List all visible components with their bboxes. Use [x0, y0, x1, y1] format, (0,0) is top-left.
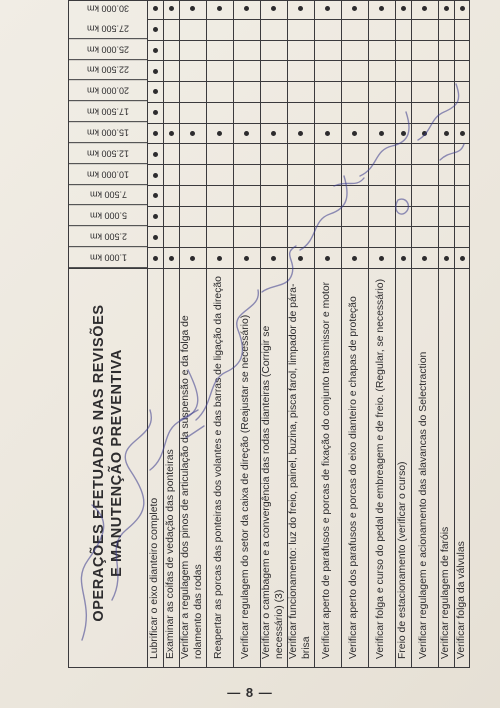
mark-cell [288, 185, 314, 206]
mileage-header-cell: 30.000 km [86, 3, 130, 14]
mark-cell [439, 226, 454, 247]
service-dot [422, 131, 427, 136]
mark-cell [234, 247, 260, 268]
mark-cell [148, 123, 163, 144]
mark-cell [342, 143, 368, 164]
mark-cell [439, 185, 454, 206]
mark-cell [455, 102, 471, 123]
service-dot [169, 131, 174, 136]
mark-cell [315, 102, 341, 123]
service-dot [460, 6, 465, 11]
service-dot [169, 6, 174, 11]
mark-cell [234, 40, 260, 61]
operation-label: Verificar folga e curso do pedal de embreagem e de freio. (Regular, se necessário) [375, 278, 387, 659]
mark-cell [234, 143, 260, 164]
mark-cell [396, 102, 411, 123]
mark-cell [315, 164, 341, 185]
operation-marks [396, 0, 411, 269]
mark-cell [412, 0, 438, 19]
service-dot [153, 48, 158, 53]
mileage-header-cell: 25.000 km [69, 39, 147, 60]
mark-cell [439, 40, 454, 61]
mark-cell [288, 81, 314, 102]
mark-cell [342, 247, 368, 268]
mark-cell [261, 226, 287, 247]
operation-marks [207, 0, 233, 269]
mark-cell [180, 102, 206, 123]
mark-cell [439, 123, 454, 144]
mark-cell [455, 81, 471, 102]
mark-cell [180, 40, 206, 61]
mark-cell [342, 226, 368, 247]
mark-cell [234, 81, 260, 102]
mark-cell [261, 247, 287, 268]
service-dot [153, 131, 158, 136]
mark-cell [234, 123, 260, 144]
mark-cell [207, 40, 233, 61]
mark-cell [164, 164, 179, 185]
mark-cell [180, 226, 206, 247]
service-dot [271, 131, 276, 136]
mark-cell [180, 185, 206, 206]
mark-cell [369, 143, 395, 164]
mileage-header-cell: 17.500 km [69, 101, 147, 122]
mark-cell [439, 60, 454, 81]
mark-cell [315, 19, 341, 40]
mark-cell [412, 185, 438, 206]
service-dot [217, 256, 222, 261]
mark-cell [455, 247, 471, 268]
table-row [396, 0, 412, 667]
mark-cell [148, 60, 163, 81]
mark-cell [396, 19, 411, 40]
operation-marks [148, 0, 163, 269]
mark-cell [455, 226, 471, 247]
operation-label: Reapertar as porcas das ponteiras dos volantes e das barras de ligação da direção [213, 276, 225, 659]
mark-cell [164, 81, 179, 102]
operation-marks [288, 0, 314, 269]
table-row [455, 0, 471, 667]
mark-cell [439, 102, 454, 123]
mileage-header-cell: 2.500 km [69, 226, 147, 247]
mark-cell [342, 81, 368, 102]
operation-marks [412, 0, 438, 269]
mark-cell [288, 19, 314, 40]
mark-cell [148, 226, 163, 247]
service-dot [153, 193, 158, 198]
table-row [315, 0, 342, 667]
mark-cell [207, 185, 233, 206]
mark-cell [439, 0, 454, 19]
mark-cell [412, 40, 438, 61]
operation-marks [164, 0, 179, 269]
mark-cell [164, 0, 179, 19]
mileage-header-cell: 10.000 km [69, 164, 147, 185]
mark-cell [439, 164, 454, 185]
mark-cell [207, 60, 233, 81]
mark-cell [288, 206, 314, 227]
operation-label: Examinar as coifas de vedação das ponteiras [165, 449, 177, 659]
operation-label: Verificar aperto de parafusos e porcas de fixação do conjunto transmissor e motor [321, 281, 333, 659]
mileage-header-cell: 1.000 km [69, 247, 147, 268]
mark-cell [455, 19, 471, 40]
table-row [207, 0, 234, 667]
mark-cell [396, 143, 411, 164]
mark-cell [148, 40, 163, 61]
operation-marks [234, 0, 260, 269]
mark-cell [455, 0, 471, 19]
mark-cell [261, 164, 287, 185]
mark-cell [396, 164, 411, 185]
mark-cell [164, 60, 179, 81]
mark-cell [342, 123, 368, 144]
operations-table [147, 0, 470, 667]
mark-cell [288, 123, 314, 144]
mark-cell [164, 143, 179, 164]
mark-cell [369, 0, 395, 19]
mileage-header-cell: 22.500 km [69, 60, 147, 81]
service-dot [217, 6, 222, 11]
mark-cell [288, 226, 314, 247]
mark-cell [148, 164, 163, 185]
mark-cell [207, 206, 233, 227]
mark-cell [455, 206, 471, 227]
mark-cell [342, 206, 368, 227]
mark-cell [412, 81, 438, 102]
mark-cell [164, 185, 179, 206]
service-dot [325, 6, 330, 11]
mark-cell [396, 40, 411, 61]
mark-cell [288, 0, 314, 19]
mark-cell [396, 81, 411, 102]
service-dot [444, 256, 449, 261]
service-dot [401, 6, 406, 11]
mark-cell [288, 60, 314, 81]
service-dot [298, 6, 303, 11]
service-dot [460, 131, 465, 136]
mark-cell [412, 123, 438, 144]
mark-cell [234, 102, 260, 123]
mark-cell [369, 19, 395, 40]
service-dot [401, 131, 406, 136]
service-dot [325, 131, 330, 136]
service-dot [352, 6, 357, 11]
service-dot [153, 6, 158, 11]
mark-cell [315, 40, 341, 61]
service-dot [444, 6, 449, 11]
service-dot [153, 214, 158, 219]
service-dot [298, 256, 303, 261]
mark-cell [455, 143, 471, 164]
table-row [412, 0, 439, 667]
service-dot [422, 256, 427, 261]
service-dot [244, 6, 249, 11]
service-dot [401, 256, 406, 261]
mark-cell [342, 40, 368, 61]
table-row [234, 0, 261, 667]
mark-cell [207, 226, 233, 247]
operation-label: Lubrificar o eixo dianteiro completo [149, 497, 161, 659]
operation-marks [439, 0, 454, 269]
mark-cell [164, 226, 179, 247]
mark-cell [288, 164, 314, 185]
mark-cell [455, 164, 471, 185]
mark-cell [180, 143, 206, 164]
service-dot [379, 131, 384, 136]
mark-cell [148, 185, 163, 206]
mark-cell [369, 123, 395, 144]
mark-cell [315, 247, 341, 268]
mark-cell [369, 247, 395, 268]
operation-marks [261, 0, 287, 269]
service-dot [217, 131, 222, 136]
mark-cell [412, 164, 438, 185]
service-dot [153, 27, 158, 32]
mark-cell [369, 164, 395, 185]
service-dot [153, 69, 158, 74]
operation-marks [455, 0, 471, 269]
mark-cell [180, 206, 206, 227]
mark-cell [369, 60, 395, 81]
mark-cell [396, 247, 411, 268]
service-dot [444, 131, 449, 136]
service-dot [244, 131, 249, 136]
mark-cell [396, 206, 411, 227]
mileage-header-cell: 15.000 km [69, 122, 147, 143]
table-row [439, 0, 455, 667]
table-row [164, 0, 180, 667]
mark-cell [261, 123, 287, 144]
service-dot [153, 256, 158, 261]
mark-cell [148, 143, 163, 164]
mark-cell [412, 60, 438, 81]
service-dot [352, 256, 357, 261]
operation-label: Verificar folga da válvulas [456, 541, 468, 659]
mark-cell [148, 206, 163, 227]
mark-cell [396, 185, 411, 206]
mark-cell [342, 0, 368, 19]
mark-cell [261, 185, 287, 206]
mark-cell [148, 102, 163, 123]
rotated-table-sheet [50, 0, 470, 668]
title-line-1: OPERAÇÕES EFETUADAS NAS REVISÕES [91, 304, 107, 622]
mark-cell [148, 81, 163, 102]
mark-cell [207, 123, 233, 144]
mark-cell [412, 247, 438, 268]
mark-cell [439, 143, 454, 164]
operation-marks [180, 0, 206, 269]
service-dot [153, 90, 158, 95]
mark-cell [180, 164, 206, 185]
mark-cell [207, 0, 233, 19]
service-dot [169, 256, 174, 261]
mark-cell [180, 123, 206, 144]
mark-cell [164, 123, 179, 144]
mark-cell [412, 143, 438, 164]
operation-label: Verificar regulagem e acionamento das alavancas do Selectraction [418, 351, 430, 659]
mark-cell [412, 102, 438, 123]
mark-cell [148, 247, 163, 268]
mark-cell [369, 226, 395, 247]
mark-cell [164, 247, 179, 268]
service-dot [325, 256, 330, 261]
mark-cell [439, 206, 454, 227]
mark-cell [315, 0, 341, 19]
mark-cell [369, 81, 395, 102]
service-dot [271, 6, 276, 11]
mark-cell [455, 60, 471, 81]
mileage-header [69, 0, 147, 269]
mark-cell [148, 0, 163, 19]
service-dot [190, 131, 195, 136]
mark-cell [261, 102, 287, 123]
mark-cell [148, 19, 163, 40]
operation-label: Verificar funcionamento: luz do freio, painel, buzina, pisca farol, limpador de pára-brisa [288, 283, 312, 659]
title-line-2: E MANUTENÇÃO PREVENTIVA [109, 349, 125, 577]
operation-marks [315, 0, 341, 269]
mark-cell [455, 185, 471, 206]
operation-label: Verificar regulagem do setor da caixa de direção (Reajustar se necessário) [240, 314, 252, 659]
mark-cell [412, 19, 438, 40]
mark-cell [342, 185, 368, 206]
mark-cell [164, 206, 179, 227]
mileage-header-cell: 5.000 km [69, 205, 147, 226]
operation-label: Verificar o cambagem e a convergência das rodas dianteiras (Corrigir se necessário) (3) [261, 325, 285, 659]
mark-cell [234, 60, 260, 81]
mark-cell [342, 164, 368, 185]
mark-cell [234, 206, 260, 227]
mark-cell [396, 0, 411, 19]
mileage-header-cell: 27.500 km [69, 18, 147, 39]
operation-marks [342, 0, 368, 269]
mark-cell [315, 206, 341, 227]
mark-cell [315, 143, 341, 164]
service-dot [153, 110, 158, 115]
mark-cell [369, 185, 395, 206]
table-row [261, 0, 288, 667]
mark-cell [164, 102, 179, 123]
mark-cell [207, 247, 233, 268]
mark-cell [261, 81, 287, 102]
operation-label: Verificar aperto dos parafusos e porcas do eixo dianteiro e chapas de proteção [348, 296, 360, 659]
mark-cell [207, 81, 233, 102]
service-dot [244, 256, 249, 261]
mark-cell [288, 102, 314, 123]
service-dot [352, 131, 357, 136]
service-dot [153, 173, 158, 178]
mark-cell [342, 19, 368, 40]
mark-cell [234, 226, 260, 247]
operation-label: Verificar a regulagem dos pinos de articulação da suspensão e da folga de rolamento das rodas [180, 315, 204, 659]
mark-cell [396, 226, 411, 247]
mark-cell [455, 40, 471, 61]
service-dot [190, 256, 195, 261]
mark-cell [342, 60, 368, 81]
mark-cell [412, 206, 438, 227]
mark-cell [288, 143, 314, 164]
mark-cell [207, 102, 233, 123]
mark-cell [439, 19, 454, 40]
mileage-header-cell: 20.000 km [69, 80, 147, 101]
mark-cell [315, 226, 341, 247]
mark-cell [207, 19, 233, 40]
mark-cell [261, 143, 287, 164]
mark-cell [369, 40, 395, 61]
mark-cell [396, 123, 411, 144]
service-dot [379, 256, 384, 261]
service-dot [153, 235, 158, 240]
mark-cell [261, 0, 287, 19]
mark-cell [288, 247, 314, 268]
mark-cell [369, 102, 395, 123]
service-dot [422, 6, 427, 11]
table-row [369, 0, 396, 667]
mark-cell [207, 164, 233, 185]
mark-cell [234, 164, 260, 185]
mark-cell [261, 206, 287, 227]
mark-cell [234, 185, 260, 206]
mark-cell [180, 81, 206, 102]
service-dot [298, 131, 303, 136]
service-dot [460, 256, 465, 261]
mark-cell [261, 40, 287, 61]
mark-cell [288, 40, 314, 61]
mark-cell [207, 143, 233, 164]
mark-cell [439, 81, 454, 102]
mark-cell [164, 19, 179, 40]
mark-cell [315, 81, 341, 102]
mark-cell [180, 19, 206, 40]
service-dot [190, 6, 195, 11]
table-row [148, 0, 164, 667]
mark-cell [342, 102, 368, 123]
mark-cell [180, 247, 206, 268]
mark-cell [369, 206, 395, 227]
page-number: — 8 — [227, 685, 273, 700]
mark-cell [234, 0, 260, 19]
table-row [288, 0, 315, 667]
service-dot [379, 6, 384, 11]
mark-cell [396, 60, 411, 81]
mileage-header-cell: 12.500 km [69, 143, 147, 164]
mark-cell [315, 123, 341, 144]
operation-label: Freio de estacionamento (verificar o curso) [396, 461, 408, 659]
service-dot [271, 256, 276, 261]
maintenance-table [68, 0, 470, 668]
mark-cell [315, 60, 341, 81]
mark-cell [412, 226, 438, 247]
mark-cell [164, 40, 179, 61]
mark-cell [439, 247, 454, 268]
mark-cell [261, 19, 287, 40]
table-row [342, 0, 369, 667]
mark-cell [315, 185, 341, 206]
mark-cell [180, 60, 206, 81]
mark-cell [180, 0, 206, 19]
mark-cell [455, 123, 471, 144]
mark-cell [234, 19, 260, 40]
operation-label: Verificar regulagem de faróis [439, 526, 451, 659]
mark-cell [261, 60, 287, 81]
mileage-header-cell: 7.500 km [69, 185, 147, 206]
service-dot [153, 152, 158, 157]
table-row [180, 0, 207, 667]
table-title [69, 269, 147, 657]
operation-marks [369, 0, 395, 269]
